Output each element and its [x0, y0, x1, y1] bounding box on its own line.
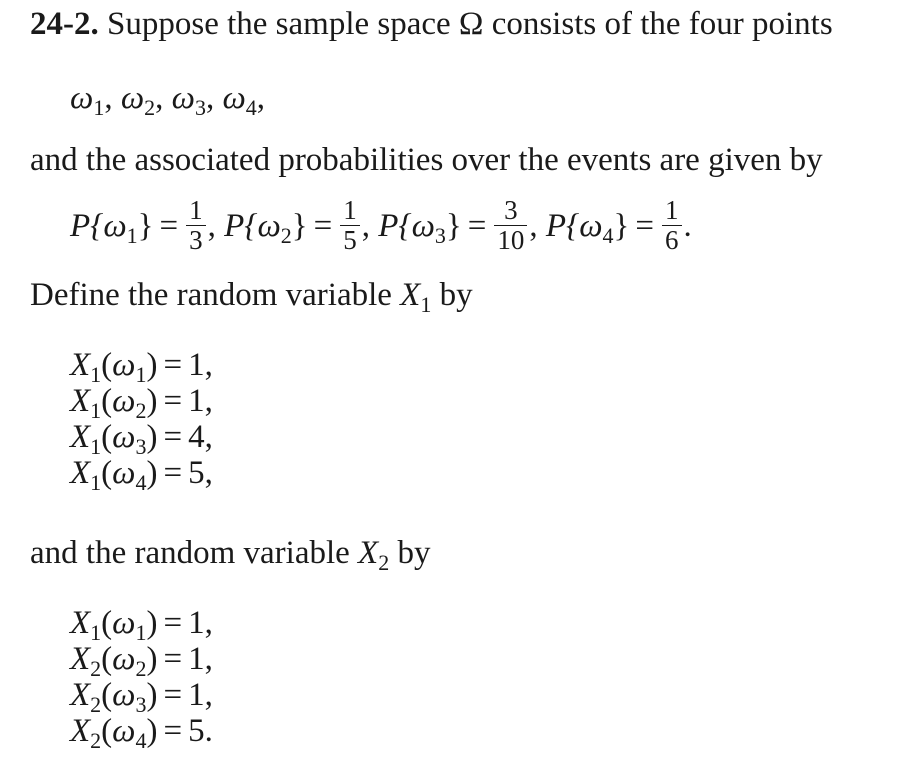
prob-lhs: P{ω	[70, 208, 127, 244]
punct: ,	[529, 208, 538, 244]
x1-var-sub: 1	[420, 292, 432, 317]
problem-intro: Suppose the sample space Ω consists of the four points	[107, 6, 833, 42]
def-eq-sign: =	[163, 605, 183, 641]
def-eq-sign: =	[163, 455, 183, 491]
def-eq-sign: =	[163, 383, 183, 419]
def-var: X	[70, 383, 91, 419]
prob-term-4	[545, 194, 692, 255]
def-punct: ,	[204, 605, 213, 641]
def-var-sub: 1	[90, 362, 102, 387]
point-sep: ,	[104, 80, 113, 116]
prob-lhs: P{ω	[224, 208, 281, 244]
point-1-sub: 1	[93, 95, 105, 120]
prob-term-2	[224, 194, 370, 255]
prob-sub: 2	[280, 223, 292, 248]
def-open-paren: (	[101, 641, 113, 677]
prob-sub: 1	[126, 223, 138, 248]
def-open-paren: (	[101, 347, 113, 383]
eq-sign: =	[313, 208, 333, 244]
def-arg: ω	[112, 419, 136, 455]
def-var-sub: 1	[90, 470, 102, 495]
x2-intro	[30, 533, 430, 583]
def-punct: ,	[204, 419, 213, 455]
point-4-sub: 4	[245, 95, 257, 120]
probabilities-equation	[70, 196, 692, 266]
problem-heading	[30, 4, 833, 44]
problem-number: 24-2.	[30, 6, 99, 42]
def-var: X	[70, 641, 91, 677]
eq-sign: =	[467, 208, 487, 244]
def-arg: ω	[112, 347, 136, 383]
def-punct: ,	[204, 641, 213, 677]
definition-line	[70, 453, 213, 503]
def-punct: ,	[204, 383, 213, 419]
denominator: 10	[497, 224, 525, 255]
def-value: 1	[188, 383, 205, 419]
def-var-sub: 1	[90, 620, 102, 645]
point-3-sub: 3	[194, 95, 206, 120]
point-4: ω	[222, 80, 246, 116]
def-value: 1	[188, 677, 205, 713]
def-punct: .	[204, 713, 213, 749]
numerator: 1	[340, 197, 360, 226]
sample-points	[70, 78, 265, 128]
def-open-paren: (	[101, 605, 113, 641]
def-var: X	[70, 347, 91, 383]
def-close-paren: )	[146, 713, 158, 749]
def-close-paren: )	[146, 641, 158, 677]
x1-intro-text: Define the random variable	[30, 277, 401, 313]
prob-term-3	[378, 194, 538, 255]
def-var-sub: 1	[90, 434, 102, 459]
def-value: 5	[188, 455, 205, 491]
def-open-paren: (	[101, 419, 113, 455]
def-var: X	[70, 713, 91, 749]
x2-intro-text: and the random variable	[30, 535, 359, 571]
def-value: 1	[188, 347, 205, 383]
def-open-paren: (	[101, 455, 113, 491]
def-close-paren: )	[146, 347, 158, 383]
def-eq-sign: =	[163, 419, 183, 455]
def-arg-sub: 1	[135, 362, 147, 387]
x2-var-sub: 2	[378, 550, 390, 575]
x1-var: X	[400, 277, 421, 313]
def-close-paren: )	[146, 419, 158, 455]
def-arg: ω	[112, 641, 136, 677]
prob-rhs: }	[291, 208, 308, 244]
prob-rhs: }	[137, 208, 154, 244]
x1-intro-tail: by	[431, 277, 473, 313]
def-var: X	[70, 419, 91, 455]
prob-sub: 3	[434, 223, 446, 248]
def-open-paren: (	[101, 677, 113, 713]
point-2-sub: 2	[144, 95, 156, 120]
def-close-paren: )	[146, 455, 158, 491]
def-arg-sub: 4	[135, 470, 147, 495]
point-3: ω	[171, 80, 195, 116]
def-var-sub: 2	[90, 728, 102, 753]
def-punct: ,	[204, 677, 213, 713]
point-sep: ,	[205, 80, 215, 116]
def-arg-sub: 3	[135, 692, 147, 717]
def-eq-sign: =	[163, 713, 183, 749]
point-sep: ,	[155, 80, 164, 116]
punct: .	[683, 208, 692, 244]
x1-intro	[30, 275, 473, 325]
def-var-sub: 2	[90, 692, 102, 717]
def-value: 1	[188, 641, 205, 677]
eq-sign: =	[159, 208, 179, 244]
punct: ,	[361, 208, 370, 244]
def-open-paren: (	[101, 713, 113, 749]
def-arg-sub: 3	[135, 434, 147, 459]
prob-term-1	[70, 194, 216, 255]
def-arg: ω	[112, 605, 136, 641]
def-arg-sub: 2	[135, 656, 147, 681]
numerator: 3	[494, 197, 527, 226]
prob-sub: 4	[602, 223, 614, 248]
prob-rhs: }	[613, 208, 630, 244]
def-var: X	[70, 455, 91, 491]
def-arg: ω	[112, 713, 136, 749]
prob-lhs: P{ω	[545, 208, 603, 244]
def-open-paren: (	[101, 383, 113, 419]
fraction	[662, 194, 682, 255]
denominator: 6	[665, 224, 679, 255]
def-eq-sign: =	[163, 677, 183, 713]
fraction	[186, 194, 206, 255]
def-arg-sub: 2	[135, 398, 147, 423]
prob-rhs: }	[445, 208, 462, 244]
def-close-paren: )	[146, 605, 158, 641]
def-arg: ω	[112, 455, 136, 491]
prob-intro: and the associated probabilities over the events are given by	[30, 142, 823, 178]
def-eq-sign: =	[163, 641, 183, 677]
point-2: ω	[120, 80, 145, 116]
def-var-sub: 1	[90, 398, 102, 423]
def-value: 5	[188, 713, 205, 749]
point-end: ,	[256, 80, 265, 116]
def-punct: ,	[204, 455, 213, 491]
denominator: 3	[189, 224, 203, 255]
def-eq-sign: =	[163, 347, 183, 383]
def-value: 4	[188, 419, 205, 455]
def-arg: ω	[112, 383, 136, 419]
def-arg-sub: 1	[135, 620, 147, 645]
def-arg: ω	[112, 677, 136, 713]
denominator: 5	[343, 224, 357, 255]
def-var-sub: 2	[90, 656, 102, 681]
point-1: ω	[70, 80, 94, 116]
def-punct: ,	[204, 347, 213, 383]
def-arg-sub: 4	[135, 728, 147, 753]
def-close-paren: )	[146, 383, 158, 419]
x2-intro-tail: by	[389, 535, 431, 571]
prob-lhs: P{ω	[378, 208, 435, 244]
eq-sign: =	[635, 208, 654, 244]
def-var: X	[70, 605, 91, 641]
numerator: 1	[662, 197, 682, 226]
fraction	[494, 194, 527, 255]
x2-var: X	[358, 535, 379, 571]
def-var: X	[70, 677, 91, 713]
def-close-paren: )	[146, 677, 158, 713]
punct: ,	[207, 208, 216, 244]
definition-line	[70, 711, 213, 761]
numerator: 1	[186, 197, 206, 226]
def-value: 1	[188, 605, 205, 641]
fraction	[340, 194, 360, 255]
